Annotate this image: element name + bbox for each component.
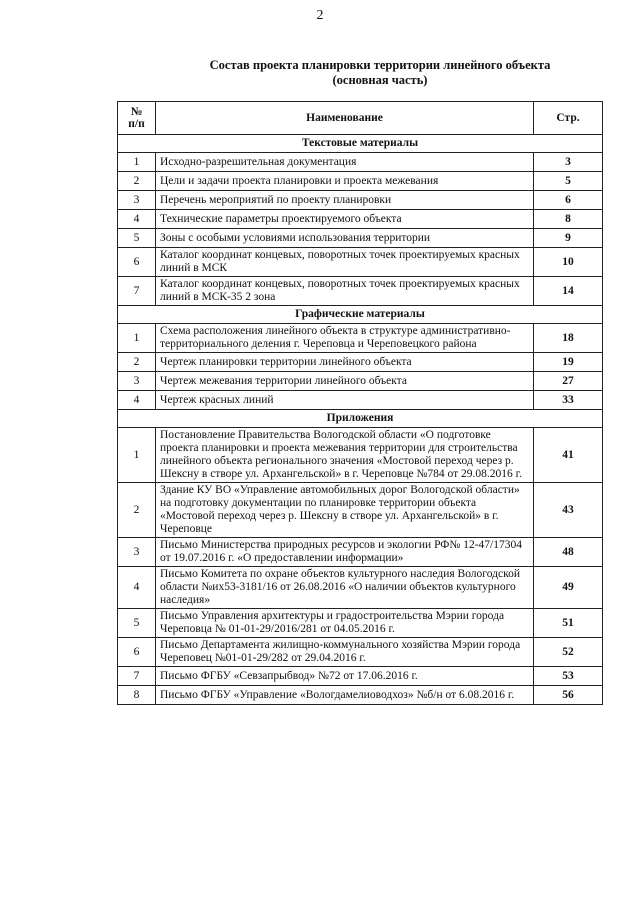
table-row [118, 483, 603, 538]
row-number: 4 [118, 567, 156, 609]
row-number: 2 [118, 172, 156, 191]
table-row [118, 372, 603, 391]
row-number: 6 [118, 248, 156, 277]
row-number: 1 [118, 153, 156, 172]
row-page: 9 [534, 229, 603, 248]
row-page: 41 [534, 428, 603, 483]
row-number: 5 [118, 229, 156, 248]
table-row [118, 609, 603, 638]
section-title: Текстовые материалы [118, 135, 603, 153]
row-page: 52 [534, 638, 603, 667]
row-page: 19 [534, 353, 603, 372]
table-row [118, 229, 603, 248]
document-title-line1: Состав проекта планировки территории линейного объекта [209, 58, 551, 72]
row-page: 51 [534, 609, 603, 638]
row-number: 1 [118, 324, 156, 353]
section-title: Приложения [118, 410, 603, 428]
section-header-row [118, 306, 603, 324]
row-name: Исходно-разрешительная документация [156, 153, 534, 172]
row-page: 18 [534, 324, 603, 353]
table-row [118, 248, 603, 277]
row-name: Зоны с особыми условиями использования территории [156, 229, 534, 248]
table-row [118, 353, 603, 372]
row-name: Перечень мероприятий по проекту планировки [156, 191, 534, 210]
table-row [118, 324, 603, 353]
table-row [118, 567, 603, 609]
row-page: 27 [534, 372, 603, 391]
row-page: 53 [534, 667, 603, 686]
table-row [118, 153, 603, 172]
section-header-row [118, 410, 603, 428]
row-name: Письмо Управления архитектуры и градостроительства Мэрии города Череповца № 01-01-29/2016/281 от 04.05.2016 г. [156, 609, 534, 638]
table-row [118, 172, 603, 191]
row-name: Письмо Департамента жилищно-коммунального хозяйства Мэрии города Череповец №01-01-29/282 от 29.04.2016 г. [156, 638, 534, 667]
row-number: 7 [118, 667, 156, 686]
row-page: 14 [534, 277, 603, 306]
table-header-row [118, 102, 603, 135]
row-page: 5 [534, 172, 603, 191]
row-name: Письмо Министерства природных ресурсов и экологии РФ№ 12-47/17304 от 19.07.2016 г. «О предоставлении информации» [156, 538, 534, 567]
row-number: 5 [118, 609, 156, 638]
row-number: 2 [118, 483, 156, 538]
table-row [118, 686, 603, 705]
row-page: 33 [534, 391, 603, 410]
row-name: Чертеж планировки территории линейного объекта [156, 353, 534, 372]
document-title-line2: (основная часть) [332, 73, 428, 87]
document-title [118, 58, 640, 88]
header-name: Наименование [156, 102, 534, 135]
header-number-line2: п/п [128, 118, 145, 130]
row-name: Чертеж межевания территории линейного объекта [156, 372, 534, 391]
contents-table [117, 101, 603, 705]
page-number: 2 [316, 8, 324, 23]
row-name: Каталог координат концевых, поворотных точек проектируемых красных линий в МСК [156, 248, 534, 277]
row-number: 3 [118, 538, 156, 567]
row-page: 8 [534, 210, 603, 229]
row-name: Здание КУ ВО «Управление автомобильных дорог Вологодской области» на подготовку документации по планировке территории объекта «Мостовой переход через р. Шексну в створе ул. Архангельской» в г. Череповце [156, 483, 534, 538]
table-row [118, 428, 603, 483]
row-page: 56 [534, 686, 603, 705]
row-page: 49 [534, 567, 603, 609]
table-body [118, 135, 603, 705]
row-page: 6 [534, 191, 603, 210]
row-page: 48 [534, 538, 603, 567]
row-name: Цели и задачи проекта планировки и проекта межевания [156, 172, 534, 191]
row-name: Схема расположения линейного объекта в структуре административно-территориального деления г. Череповца и Череповецкого района [156, 324, 534, 353]
row-number: 6 [118, 638, 156, 667]
table-row [118, 191, 603, 210]
row-number: 1 [118, 428, 156, 483]
row-name: Технические параметры проектируемого объекта [156, 210, 534, 229]
table-row [118, 638, 603, 667]
header-number-line1: № [130, 106, 143, 118]
table-row [118, 667, 603, 686]
table-row [118, 210, 603, 229]
table-row [118, 277, 603, 306]
row-name: Письмо Комитета по охране объектов культурного наследия Вологодской области №их53-3181/16 от 26.08.2016 «О наличии объектов культурного наследия» [156, 567, 534, 609]
row-name: Письмо ФГБУ «Севзапрыбвод» №72 от 17.06.2016 г. [156, 667, 534, 686]
table-row [118, 538, 603, 567]
row-number: 3 [118, 191, 156, 210]
table-row [118, 391, 603, 410]
header-number [118, 102, 156, 135]
row-page: 43 [534, 483, 603, 538]
row-name: Чертеж красных линий [156, 391, 534, 410]
header-page: Стр. [534, 102, 603, 135]
row-number: 8 [118, 686, 156, 705]
row-number: 4 [118, 391, 156, 410]
row-number: 3 [118, 372, 156, 391]
row-name: Каталог координат концевых, поворотных точек проектируемых красных линий в МСК-35 2 зона [156, 277, 534, 306]
row-number: 4 [118, 210, 156, 229]
row-page: 10 [534, 248, 603, 277]
section-header-row [118, 135, 603, 153]
row-name: Постановление Правительства Вологодской области «О подготовке проекта планировки и проекта межевания территории для строительства линейного объекта регионального значения «Мостовой переход через р. Шексну в створе ул. Архангельской» в г. Череповце №784 от 29.08.2016 г. [156, 428, 534, 483]
section-title: Графические материалы [118, 306, 603, 324]
row-page: 3 [534, 153, 603, 172]
row-name: Письмо ФГБУ «Управление «Вологдамелиоводхоз» №б/н от 6.08.2016 г. [156, 686, 534, 705]
row-number: 7 [118, 277, 156, 306]
row-number: 2 [118, 353, 156, 372]
